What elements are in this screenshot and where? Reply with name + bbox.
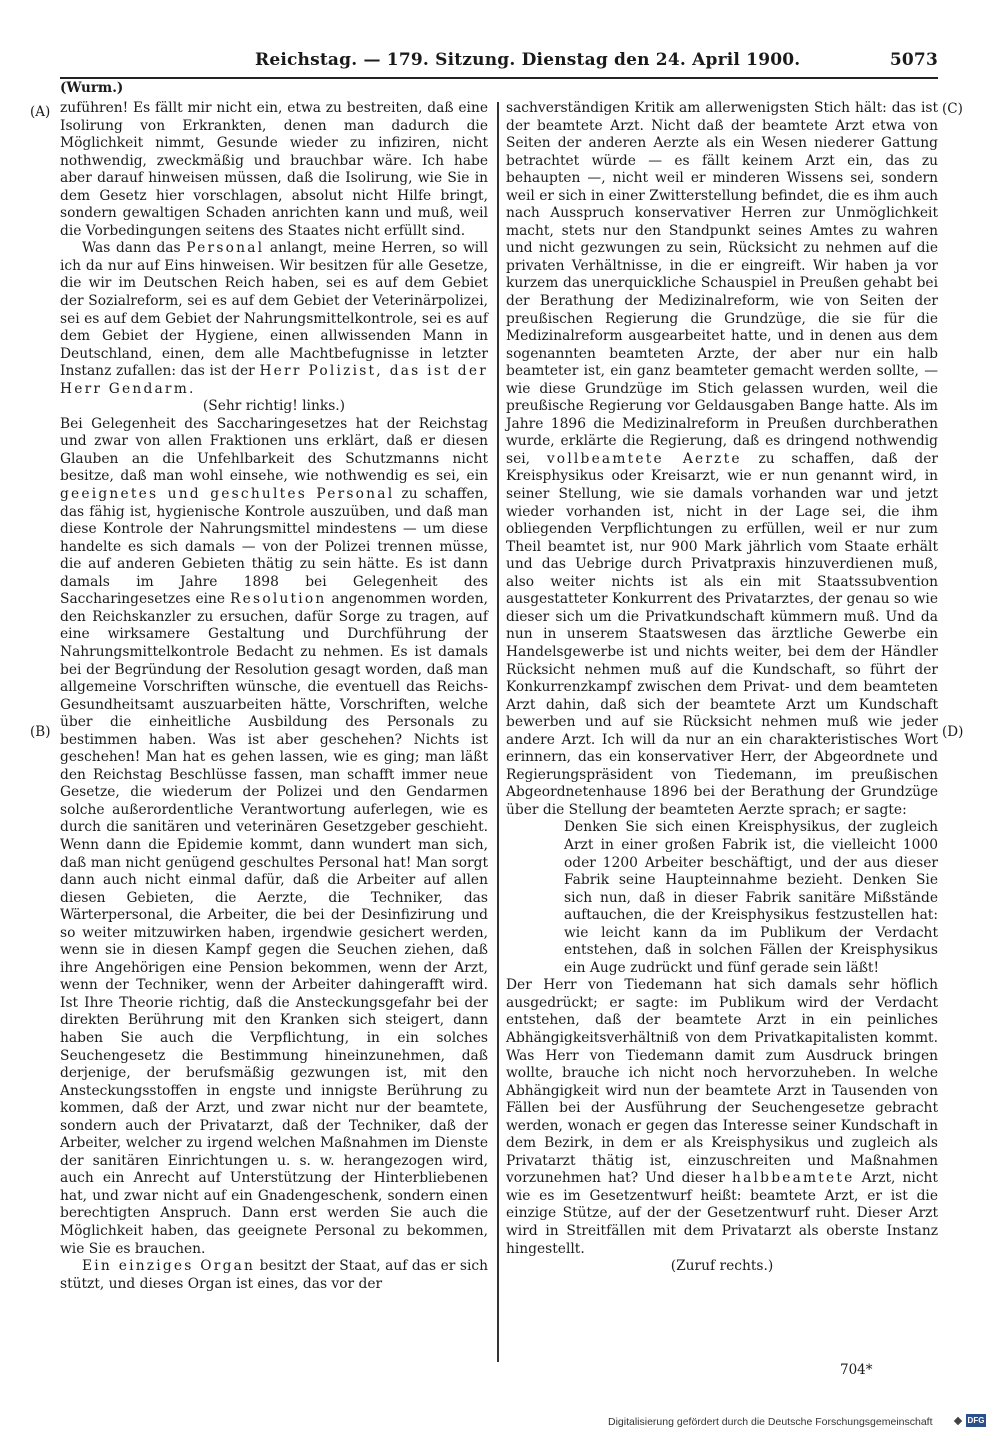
right-column — [506, 100, 938, 1276]
right-paragraph-2 — [506, 977, 938, 1258]
dfg-logo: DFG — [967, 1416, 985, 1425]
speaker-name: (Wurm.) — [60, 80, 124, 96]
left-paragraph-4 — [60, 416, 488, 1258]
right-p2-text-a: Der Herr von Tiedemann hat sich damals sehr höflich ausgedrückt; er sagte: im Publikum wird der Verdacht entstehen, daß der beamtete Arzt in ein peinliches Abhängigkeitsverhältniß von dem Privatkapitalisten kommt. Was Herr von Tiedemann damit zum Ausdruck bringen wollte, brauche ich nicht noch hervorzuheben. In welche Abhängigkeit wird nun der beamtete Arzt in Tausenden von Fällen bei der Ausführung der Seuchengesetze gebracht werden, wonach er gegen das Interesse seiner Kundschaft in dem Bezirk, in dem er als Kreisphysikus und zugleich als Privatarzt thätig ist, einzuschreiten und Maßnahmen vorzunehmen hat? Und dieser — [506, 977, 938, 1187]
left-p4-text-c: zu schaffen, das fähig ist, hygienische Kontrole auszuüben, und daß man diese Kontrole der Nahrungsmittel mindestens — um diese handelte es sich damals — von der Polizei trennen müsse, die auf anderen Gebieten thätig zu sein hätte. Es ist dann damals im Jahre 1898 bei Gelegenheit des Saccharingesetzes eine — [60, 486, 488, 608]
footer-bullet-icon — [954, 1417, 962, 1425]
left-paragraph-2 — [60, 240, 488, 398]
left-p2-text-a: Was dann das — [82, 240, 187, 257]
margin-marker-d: (D) — [942, 724, 964, 740]
page-number: 5073 — [889, 50, 938, 70]
margin-marker-c: (C) — [942, 101, 963, 117]
left-p2-emph-polizist: Herr Polizist, das ist der Herr Gendarm. — [60, 363, 488, 397]
left-p4-text-a: Bei Gelegenheit des Saccharingesetzes hat der Reichstag und zwar von allen Fraktionen uns erklärt, daß er diesen Glauben an die Unfehlbarkeit des Schutzmanns nicht besitze, daß man wohl einsehe, wie nothwendig es sei, ein — [60, 415, 488, 485]
left-p5-emph-organ: Ein einziges Organ — [82, 1258, 256, 1275]
left-p4-emph-personal: geeignetes und geschultes Personal — [60, 486, 395, 503]
right-paragraph-1 — [506, 100, 938, 819]
header-title: Reichstag. — 179. Sitzung. Dienstag den 24. April 1900. — [255, 50, 801, 70]
footer-credit: Digitalisierung gefördert durch die Deutsche Forschungsgemeinschaft — [608, 1416, 933, 1428]
left-interjection: (Sehr richtig! links.) — [202, 398, 346, 415]
right-quote: Denken Sie sich einen Kreisphysikus, der zugleich Arzt in einer großen Fabrik ist, die vielleicht 1000 oder 1200 Arbeiter beschäftigt, und der aus dieser Fabrik seine Haupteinnahme bezieht. Denken Sie sich nun, daß in dieser Fabrik sanitäre Mißstände auftauchen, die der Kreisphysikus festzustellen hat: wie leicht kann da im Publikum der Verdacht entstehen, daß in solchen Fällen der Kreisphysikus ein Auge zudrückt und fünf gerade sein läßt! — [564, 819, 938, 976]
left-p5-text-b: besitzt der Staat, auf das er sich stützt, und dieses Organ ist eines, das vor der — [60, 1258, 488, 1292]
right-p2-text-c: Arzt, nicht wie es im Gesetzentwurf heißt: beamtete Arzt, er ist die einzige Stütze, auf der der Gesetzentwurf ruht. Dieser Arzt wird in Streitfällen mit dem Privatarzt als oberste Instanz hingestellt. — [506, 1170, 938, 1257]
margin-marker-a: (A) — [30, 104, 51, 120]
right-interjection: (Zuruf rechts.) — [670, 1258, 774, 1275]
left-p4-text-e: angenommen worden, den Reichskanzler zu ersuchen, dafür Sorge zu tragen, auf eine wirksamere Gestaltung und Durchführung der Nahrungsmittelkontrole Bedacht zu nehmen. Es ist damals bei der Begründung der Resolution gesagt worden, daß man allgemeine Vorschriften wünsche, die eventuell das Reichs-Gesundheitsamt auszuarbeiten hätte, Vorschriften, welche über die einheitliche Ausbildung des Personals zu bestimmen haben. Was ist aber geschehen? Nichts ist geschehen! Man hat es gehen lassen, wie es ging; man läßt den Reichstag Beschlüsse fassen, man schafft immer neue Gesetze, die wiederum der Polizei und den Gendarmen solche außerordentliche Verantwortung auferlegen, wie es durch die sanitären und veterinären Gesetzgeber geschieht. Wenn dann die Epidemie kommt, dann wundert man sich, daß man nicht genügend geschultes Personal hat! Man sorgt dann auch nicht einmal dafür, daß die Arbeiter auf allen diesen Gebieten, die Aerzte, die Techniker, das Wärterpersonal, die Arbeiter, die bei der Desinfizirung und so weiter mitzuwirken haben, irgendwie gesichert werden, wenn sie in diesen Kampf gegen die Seuchen ziehen, daß ihre Angehörigen eine Pension bekommen, wenn der Arzt, wenn der Techniker, wenn der Arbeiter dahingerafft wird. Ist Ihre Theorie richtig, daß die Ansteckungsgefahr bei der direkten Berührung mit den Kranken sich steigert, dann haben Sie auch die Verpflichtung, in ein solches Seuchengesetz die Bestimmung hineinzunehmen, daß derjenige, der berufsmäßig gezwungen ist, mit den Ansteckungsstoffen in engste und innigste Berührung zu kommen, daß der Arzt, und zwar nicht nur der beamtete, sondern auch der Privatarzt, daß der Techniker, daß der Arbeiter, welcher zu irgend welchen Maßnahmen im Dienste der sanitären Einrichtungen u. s. w. herangezogen wird, auch ein Anrecht auf Unterstützung der Hinterbliebenen hat, und zwar nicht auf ein Gnadengeschenk, sondern einen berechtigten Anspruch. Dann erst werden Sie auch die Möglichkeit haben, das geeignete Personal zu bekommen, wie Sie es brauchen. — [60, 591, 488, 1257]
left-p4-emph-resolution: Resolution — [230, 591, 327, 608]
right-p2-emph-halbbeamtete: halbbeamtete — [732, 1170, 855, 1187]
signature-mark: 704* — [840, 1362, 873, 1378]
margin-marker-b: (B) — [30, 724, 51, 740]
left-column — [60, 100, 488, 1293]
right-p1-text-c: zu schaffen, daß der Kreisphysikus oder Kreisarzt, wie er nun genannt wird, in seiner Stellung, wie sie damals vorhanden war und jetzt wieder vorhanden ist, nicht in der Lage sei, die ihm obliegenden Verpflichtungen zu erfüllen, weil er nur zum Theil beamtet ist, nur 900 Mark jährlich vom Staate erhält und das Uebrige durch Privatpraxis hinzuverdienen muß, also weiter nichts ist als ein mit Staatssubvention ausgestatteter Konkurrent des Privatarztes, der genau so wie dieser sich um die Privatkundschaft kümmern muß. Und da nun in unserem Staatswesen das ärztliche Gewerbe ein Handelsgewerbe ist und nichts weiter, bei dem der Händler Rücksicht nehmen muß auf die Kundschaft, so führt der Konkurrenzkampf zwischen dem Privat- und dem beamteten Arzt dahin, daß sich der beamtete Arzt um Kundschaft bewerben und auf sie Rücksicht nehmen muß wie jeder andere Arzt. Ich will da nur an ein charakteristisches Wort erinnern, das ein konservativer Herr, der Abgeordnete und Regierungspräsident von Tiedemann, im preußischen Abgeordnetenhause 1896 bei der Berathung der Grundzüge über die Stellung der beamteten Aerzte sprach; er sagte: — [506, 450, 939, 818]
header-rule — [60, 77, 938, 79]
left-p2-emph-personal: Personal — [186, 240, 265, 257]
page-header — [60, 50, 938, 74]
column-divider — [497, 102, 499, 1362]
left-paragraph-1: zuführen! Es fällt mir nicht ein, etwa zu bestreiten, daß eine Isolirung von Erkrankten, denen man dadurch die Möglichkeit nimmt, Gesunde wieder zu infiziren, nicht nothwendig, zweckmäßig und brauchbar wäre. Ich habe aber darauf hinweisen müssen, daß die Isolirung, wie Sie in dem Gesetz hier vorschlagen, absolut nicht Hilfe bringt, sondern gewaltigen Schaden anrichten kann und muß, weil die Vorbedingungen seitens des Staates nicht erfüllt sind. — [60, 100, 488, 239]
right-p1-text-a: sachverständigen Kritik am allerwenigsten Stich hält: das ist der beamtete Arzt. Nicht daß der beamtete Arzt etwa von Seiten der anderen Aerzte als ein Wesen niederer Gattung betrachtet würde — es fällt keinem Arzt ein, das zu behaupten —, nicht weil er minderen Wissens sei, sondern weil er sich in einer Zwitterstellung befindet, die es ihm auch nach Ausspruch konservativer Herren zur Unmöglichkeit macht, stets nur den Standpunkt seines Amtes zu wahren und nicht gezwungen zu sein, Rücksicht zu nehmen auf die privaten Verhältnisse, in die er eingreift. Wir haben ja vor kurzem das unerquickliche Schauspiel in Preußen gehabt bei der Berathung der Medizinalreform, wie von Seiten der preußischen Regierung die Grundzüge, die sie für die Medizinalreform ausgearbeitet hatte, und in denen aus dem sogenannten beamteten Arzte, der aber nur ein halb beamteter ist, ein ganz beamteter gemacht werden sollte, — wie diese Grundzüge im Stich gelassen wurden, weil die preußische Regierung vor Geldausgaben Bange hatte. Als im Jahre 1896 die Medizinalreform in Preußen durchberathen wurde, erklärte die Regierung, daß es dringend nothwendig sei, — [506, 100, 938, 467]
left-paragraph-5 — [60, 1258, 488, 1293]
left-p2-text-c: anlangt, meine Herren, so will ich da nur auf Eins hinweisen. Wir besitzen für alle Gesetze, die wir im Deutschen Reich haben, sei es auf dem Gebiet der Sozialreform, sei es auf dem Gebiet der Veterinärpolizei, sei es auf dem Gebiet der Nahrungsmittelkontrole, sei es auf dem Gebiet der Hygiene, einen allwissenden Mann in Deutschland, einen, dem alle Machtbefugnisse in letzter Instanz zufallen: das ist der — [60, 240, 488, 380]
right-p1-emph-aerzte: vollbeamtete Aerzte — [546, 450, 742, 467]
